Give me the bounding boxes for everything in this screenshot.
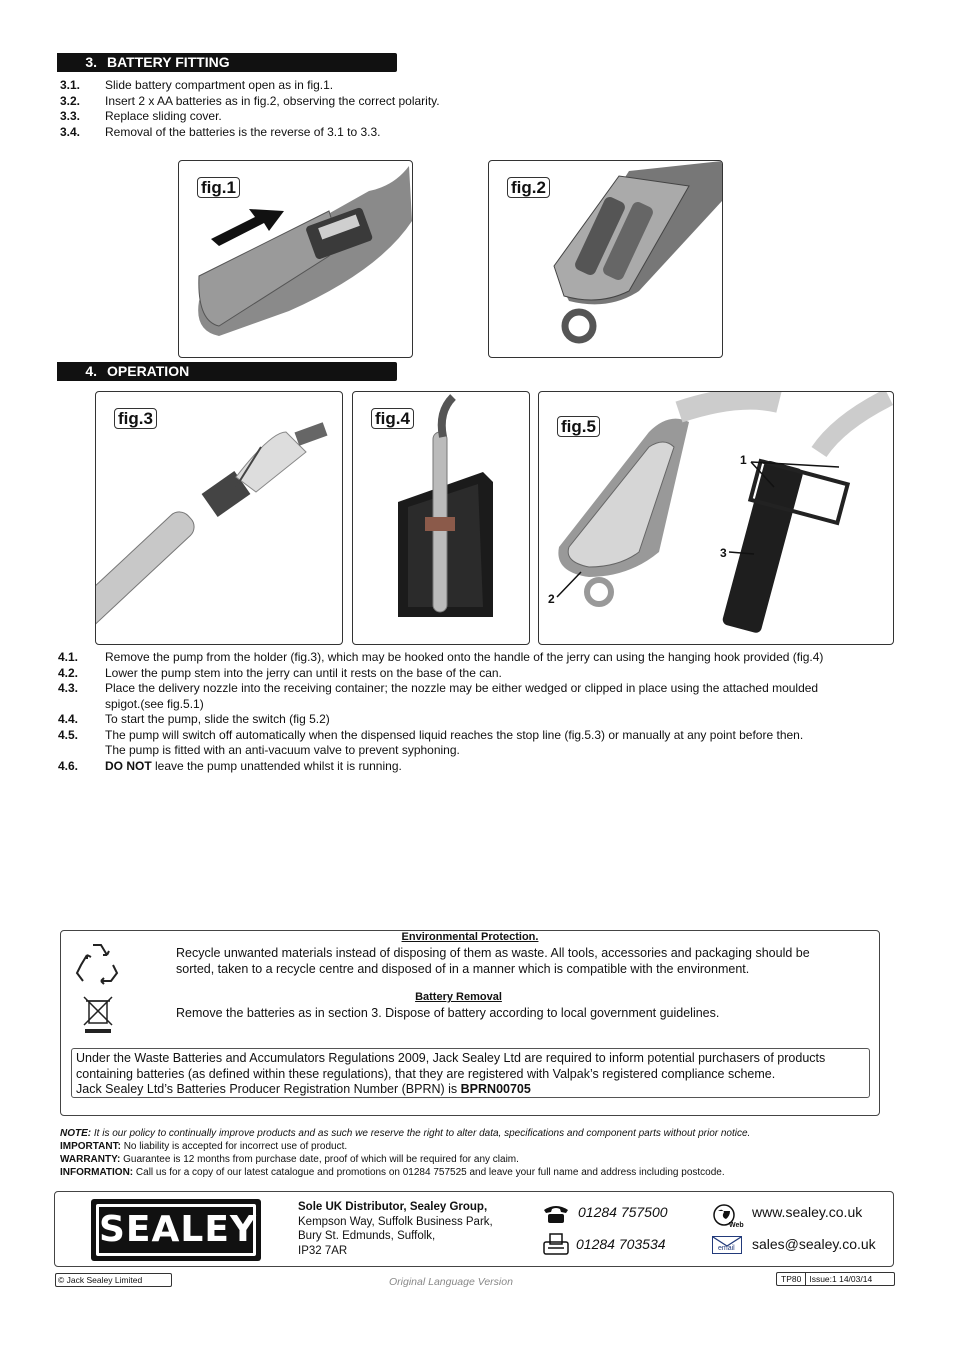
- environment-text: Recycle unwanted materials instead of disposing of them as waste. All tools, accessories and packaging should be sorted, taken to a recycle centre and disposed of in a manner which is compatible with the environment.: [176, 946, 810, 976]
- figure-4: [352, 391, 530, 645]
- figure-5: [538, 391, 894, 645]
- step-4-6: 4.6. DO NOT leave the pump unattended whilst it is running.: [58, 758, 402, 773]
- regulations-box: Under the Waste Batteries and Accumulators Regulations 2009, Jack Sealey Ltd are required to inform potential purchasers of products containing batteries (as defined within these regulations), that they are registered with Valpak’s registered compliance scheme. Jack Sealey Ltd’s Batteries Producer Registration Number (BPRN) is BPRN00705: [71, 1048, 870, 1098]
- language-note: Original Language Version: [389, 1276, 513, 1288]
- figure-3: [95, 391, 343, 645]
- website-link[interactable]: www.sealey.co.uk: [752, 1204, 863, 1220]
- callout-1: 1: [740, 453, 747, 467]
- step-3-2: 3.2. Insert 2 x AA batteries as in fig.2, observing the correct polarity.: [60, 93, 440, 108]
- battery-removal-heading: Battery Removal: [415, 991, 502, 1003]
- environment-heading: Environmental Protection.: [401, 931, 539, 943]
- jerry-can-illustration: [353, 392, 529, 644]
- pump-illustration: [96, 392, 342, 644]
- fax-icon: [542, 1232, 570, 1256]
- fig-4-label: fig.4: [371, 408, 414, 429]
- step-4-5: 4.5. The pump will switch off automatically when the dispensed liquid reaches the stop line (fig.5.3) or manually at any point before then.: [58, 727, 804, 742]
- callout-3: 3: [720, 546, 727, 560]
- recycle-icon: [73, 939, 121, 987]
- figure-2: [488, 160, 723, 358]
- fig-2-label: fig.2: [507, 177, 550, 198]
- model-number: TP80: [777, 1273, 806, 1285]
- weee-bin-icon: [81, 995, 115, 1033]
- document-id-tag: [776, 1272, 895, 1286]
- step-4-2: 4.2. Lower the pump stem into the jerry can until it rests on the base of the can.: [58, 665, 502, 680]
- email-icon: email: [712, 1236, 742, 1254]
- section-3-steps: [60, 78, 440, 140]
- environmental-protection-box: [60, 930, 880, 1116]
- step-4-5-cont: The pump is fitted with an anti-vacuum valve to prevent syphoning.: [105, 743, 460, 757]
- section-3-heading: 3. BATTERY FITTING: [57, 53, 397, 72]
- fig-1-label: fig.1: [197, 177, 240, 198]
- notes-block: NOTE: It is our policy to continually improve products and as such we reserve the right to alter data, specifications and component parts without prior notice. IMPORTANT: No liability is accepted for incorrect use of product. WARRANTY: Guarantee is 12 months from purchase date, proof of which will be required for any claim. INFORMATION: Call us for a copy of our latest catalogue and promotions on 01284 757525 and leave your full name and address including postcode.: [60, 1128, 751, 1178]
- copyright-tag: © Jack Sealey Limited: [55, 1273, 172, 1287]
- step-4-1: 4.1. Remove the pump from the holder (fig.3), which may be hooked onto the handle of the jerry can using the hanging hook provided (fig.4): [58, 650, 824, 664]
- figure-1: [178, 160, 413, 358]
- callout-2: 2: [548, 592, 555, 606]
- sealey-logo: SEALEY: [91, 1199, 261, 1261]
- step-4-3-cont: spigot.(see fig.5.1): [105, 696, 204, 711]
- fig-5-label: fig.5: [557, 416, 600, 437]
- section-4-steps: [58, 650, 898, 774]
- step-3-3: 3.3. Replace sliding cover.: [60, 109, 222, 123]
- step-3-1: 3.1. Slide battery compartment open as in fig.1.: [60, 78, 334, 92]
- distributor-address: Sole UK Distributor, Sealey Group, Kempson Way, Suffolk Business Park, Bury St. Edmunds, Suffolk, IP32 7AR: [298, 1201, 493, 1257]
- step-4-4: 4.4. To start the pump, slide the switch (fig 5.2): [58, 712, 330, 726]
- contact-footer: [54, 1191, 894, 1267]
- battery-removal-text: Remove the batteries as in section 3. Dispose of battery according to local government guidelines.: [176, 1006, 720, 1020]
- email-link[interactable]: sales@sealey.co.uk: [752, 1236, 876, 1252]
- phone-number[interactable]: 01284 757500: [578, 1204, 668, 1220]
- step-3-4: 3.4. Removal of the batteries is the reverse of 3.1 to 3.3.: [60, 124, 381, 139]
- fax-number[interactable]: 01284 703534: [576, 1236, 666, 1252]
- telephone-icon: [542, 1204, 570, 1224]
- step-4-3: 4.3. Place the delivery nozzle into the receiving container; the nozzle may be either wedged or clipped in place using the attached moulded: [58, 681, 819, 695]
- web-icon-label: Web: [729, 1222, 744, 1229]
- section-4-heading: 4. OPERATION: [57, 362, 397, 381]
- issue-date: Issue:1 14/03/14: [809, 1274, 873, 1284]
- fig-3-label: fig.3: [114, 408, 157, 429]
